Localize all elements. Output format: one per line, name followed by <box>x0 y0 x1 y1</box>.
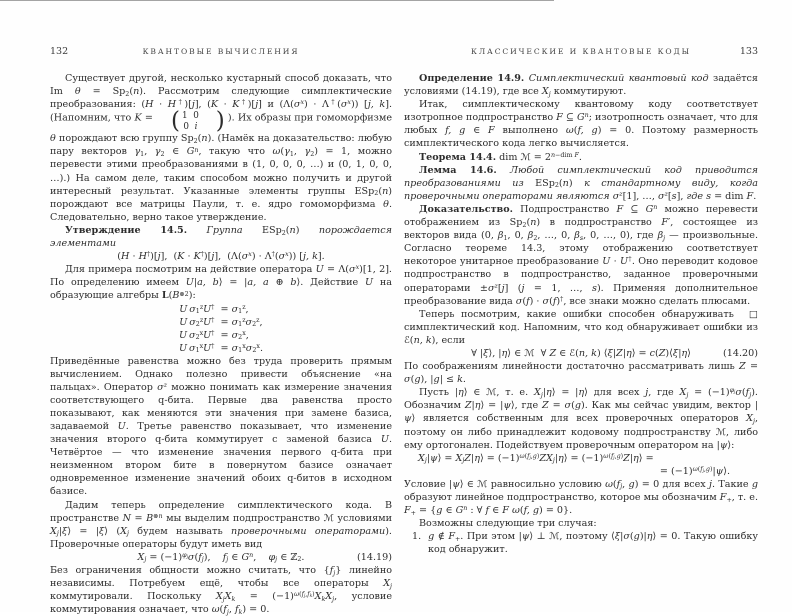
display-equation-conjugation: U $\sigma_1^zU^\dagger$ = $\sigma_1^z$, U $\sigma_2^zU^\dagger$ = $\sigma_1^z\sigma_2^z$, U $\sigma_2^xU^\dagger$ = $\sigma_2^x$, U $\sigma_1^xU^\dagger$ = $\sigma_1^x\sigma_2^x$. <box>179 303 263 355</box>
page-body-left <box>50 72 392 616</box>
proof: Доказательство. Подпространство F ⊆ $G^n$ можно перевести отображением из $Sp_2(n)$ в подпространство F′, состоящее из векторов вида (0, $\beta_1$, 0, $\beta_2$, …, 0, $\beta_s$, 0, …, 0), где $\beta_j$ — произвольные. Согласно теореме 14.3, этому отображению соответствует некоторое унитарное преобразование U · U†. Оно переводит кодовое подпространство в подпространство, заданное проверочными операторами $\pm\sigma^z[j] (j = 1$, …, s). Применяя дополнительное преобразование вида σ(f) · σ(f)†, все знаки можно сделать плюсами. □ <box>404 203 758 320</box>
equation-14-20: ∀ |ξ⟩, |η⟩ ∈ ℳ ∀ Z ∈ ℰ(n, k) ⟨ξ|Z|η⟩ = c(Z)⟨ξ|η⟩ (14.20) <box>471 347 758 359</box>
lemma-14-6: Лемма 14.6. Любой симплектический код приводится преобразованиями из ESp$_2$(n) к стандартному виду, когда проверочными операторами являются $\sigma^z[1]$, …, $\sigma^z[s]$, где s = dim F. <box>404 164 758 202</box>
statement-14-5: Утверждение 14.5. Группа ESp$_2$(n) порождается элементами <box>50 224 392 250</box>
paragraph-explanation: Приведённые равенства можно без труда проверить прямым вычислением. Однако полезно привести объяснение «на пальцах». Оператор $\sigma^z$ можно понимать как измерение значения соответствующего q-бита. Первые два равенства просто показывают, как меняются эти значения при замене базиса, задаваемой U. Третье равенство показывает, что изменение значения второго q-бита коммутирует с заменой базиса U. Четвёртое — что изменение значения первого q-бита при неизменном втором бите в повернутом базисе означает одновременное изменение значений обоих q-битов в исходном базисе. <box>50 355 393 498</box>
paragraph-eigenvector: Пусть |η⟩ ∈ ℳ, т. е. $X_j|\eta⟩$ = |η⟩ для всех j, где $X_j = (-1)^{\varphi_j}\sigma(f_j)$. Обозначим Z|η⟩ = |ψ⟩, где Z = σ(g). Как мы сейчас увидим, вектор |ψ⟩ является собственным для всех проверочных операторов $X_j$, поэтому он либо принадлежит кодовому подпространству ℳ, либо ему ортогонален. Подействуем проверочным оператором на |ψ⟩: <box>404 387 758 451</box>
paragraph-three-cases: Возможны следующие три случая: <box>419 518 597 530</box>
paragraph-code-definition: Дадим теперь определение симплектического кода. В пространстве $N = B^{\otimes n}$ мы выделим подпространство ℳ условиями $X_j|\xi⟩$ = |ξ⟩ ($X_j$ будем называть проверочными операторами). Проверочные операторы будут иметь вид <box>50 499 393 550</box>
paragraph-subspace-fplus: Условие |ψ⟩ ∈ ℳ равносильно условию $\omega(f_j$, g) = 0 для всех j. Такие g образуют линейное подпространство, которое мы обозначим $F_+$, т. е. $F_+ = \{g$ ∈ $G^n$ : ∀ f ∈ F ω(f, g) = 0}. <box>404 478 758 517</box>
paragraph-intro: Существует другой, несколько кустарный способ доказать, что Im $\theta = Sp_2(n)$. Рассмотрим следующие симплектические преобразования: (H · H†)[j], (K · K†)[j] и $(\Lambda(\sigma^x) \cdot \Lambda^\dagger(\sigma^x))$ [j, k]. (Напомним, что K = ( 1 0 0 i ) ). Их образы при гомоморфизме θ порождают всю группу $Sp_2(n)$. (Намёк на доказательство: любую пару векторов $\gamma_1$, $\gamma_2$ ∈ $G^n$, такую что $\omega(\gamma_1$, $\gamma_2) = 1$, можно перевести этими преобразованиями в (1, 0, 0, 0, …) и (0, 1, 0, 0, …).) На самом деле, таким способом можно получить и другой интересный результат. Указанные элементы группы ESp$_2$(n) порождают все матрицы Паули, т. е. ядро гомоморфизма θ. Следовательно, верно такое утверждение. <box>50 73 393 223</box>
page-number-left: 132 <box>50 46 69 57</box>
paragraph-example: Для примера посмотрим на действие оператора $U = \Lambda(\sigma^x)[1$, 2]. По определению имеем U|a, b⟩ = |a, a ⊕ b⟩. Действие U на образующие алгебры $L(B^{\otimes 2})$: <box>50 264 392 302</box>
equation-number: (14.19) <box>357 551 392 563</box>
paragraph-isotropic: Итак, симплектическому квантовому коду соответствует изотропное подпространство F ⊆ $G^n$; изотропность означает, что для любых f, g ∈ F выполнено ω(f, g) = 0. Поэтому размерность симплектического кода легко вычисляется. <box>404 99 759 150</box>
display-equation-generators: (H · H†)[j], (K · K†)[j], $(\Lambda(\sigma^x) \cdot \Lambda^\dagger(\sigma^x))$ [j, k]. <box>117 251 325 263</box>
theorem-14-4: Теорема 14.4. dim ℳ = $2^{n-dim F}$. <box>419 151 582 163</box>
running-head-title-left: КВАНТОВЫЕ ВЫЧИСЛЕНИЯ <box>142 47 300 56</box>
equation-number: (14.20) <box>723 347 758 359</box>
page-body-right <box>404 72 758 556</box>
running-head-right <box>404 46 758 57</box>
scan-edge-line <box>0 0 554 1</box>
paragraph-errors: Теперь посмотрим, какие ошибки способен обнаруживать симплектический код. Напомним, что код обнаруживает ошибки из ℰ(n, k), если <box>404 308 758 346</box>
page-number-right: 133 <box>739 46 758 57</box>
definition-14-9: Определение 14.9. Симплектический квантовый код задаётся условиями (14.19), где все $X_j$ коммутируют. <box>404 73 758 98</box>
display-equation-action: $X_j|\psi⟩$ = $X_jZ|\eta⟩$ = $(-1)^{\omega(f_j,g)}ZX_j|\eta⟩$ = $(-1)^{\omega(f_j,g)}Z|\eta⟩$ = = $(-1)^{\omega(f_j,g)}|\psi⟩$. <box>418 452 730 477</box>
running-head-left <box>50 46 392 57</box>
page-133 <box>404 46 758 556</box>
equation-14-19: $X_j = (-1)^{\varphi_j}\sigma(f_j)$, $f_j$ ∈ $G^n$, $\varphi_j$ ∈ ℤ$_2$. (14.19) <box>137 551 392 564</box>
paragraph-linearity: По соображениям линейности достаточно рассматривать лишь Z = σ(g), |g| ≤ k. <box>404 361 758 386</box>
paragraph-commuting: Без ограничения общности можно считать, что $\{f_j\}$ линейно независимы. Потребуем ещё, чтобы все операторы $X_j$ коммутировали. Поскольку $X_jX_k = (-1)^{\omega(f_j,f_k)}X_kX_j$, условие коммутирования означает, что $\omega(f_j$, $f_k) = 0$. <box>50 565 392 616</box>
list-item-case-1: 1. g ∉ $F_+$. При этом |ψ⟩ ⊥ ℳ, поэтому ⟨ξ|σ(g)|η⟩ = 0. Такую ошибку код обнаружит. <box>412 531 758 556</box>
running-head-title-right: КЛАССИЧЕСКИЕ И КВАНТОВЫЕ КОДЫ <box>471 47 691 56</box>
page-132 <box>50 46 392 616</box>
